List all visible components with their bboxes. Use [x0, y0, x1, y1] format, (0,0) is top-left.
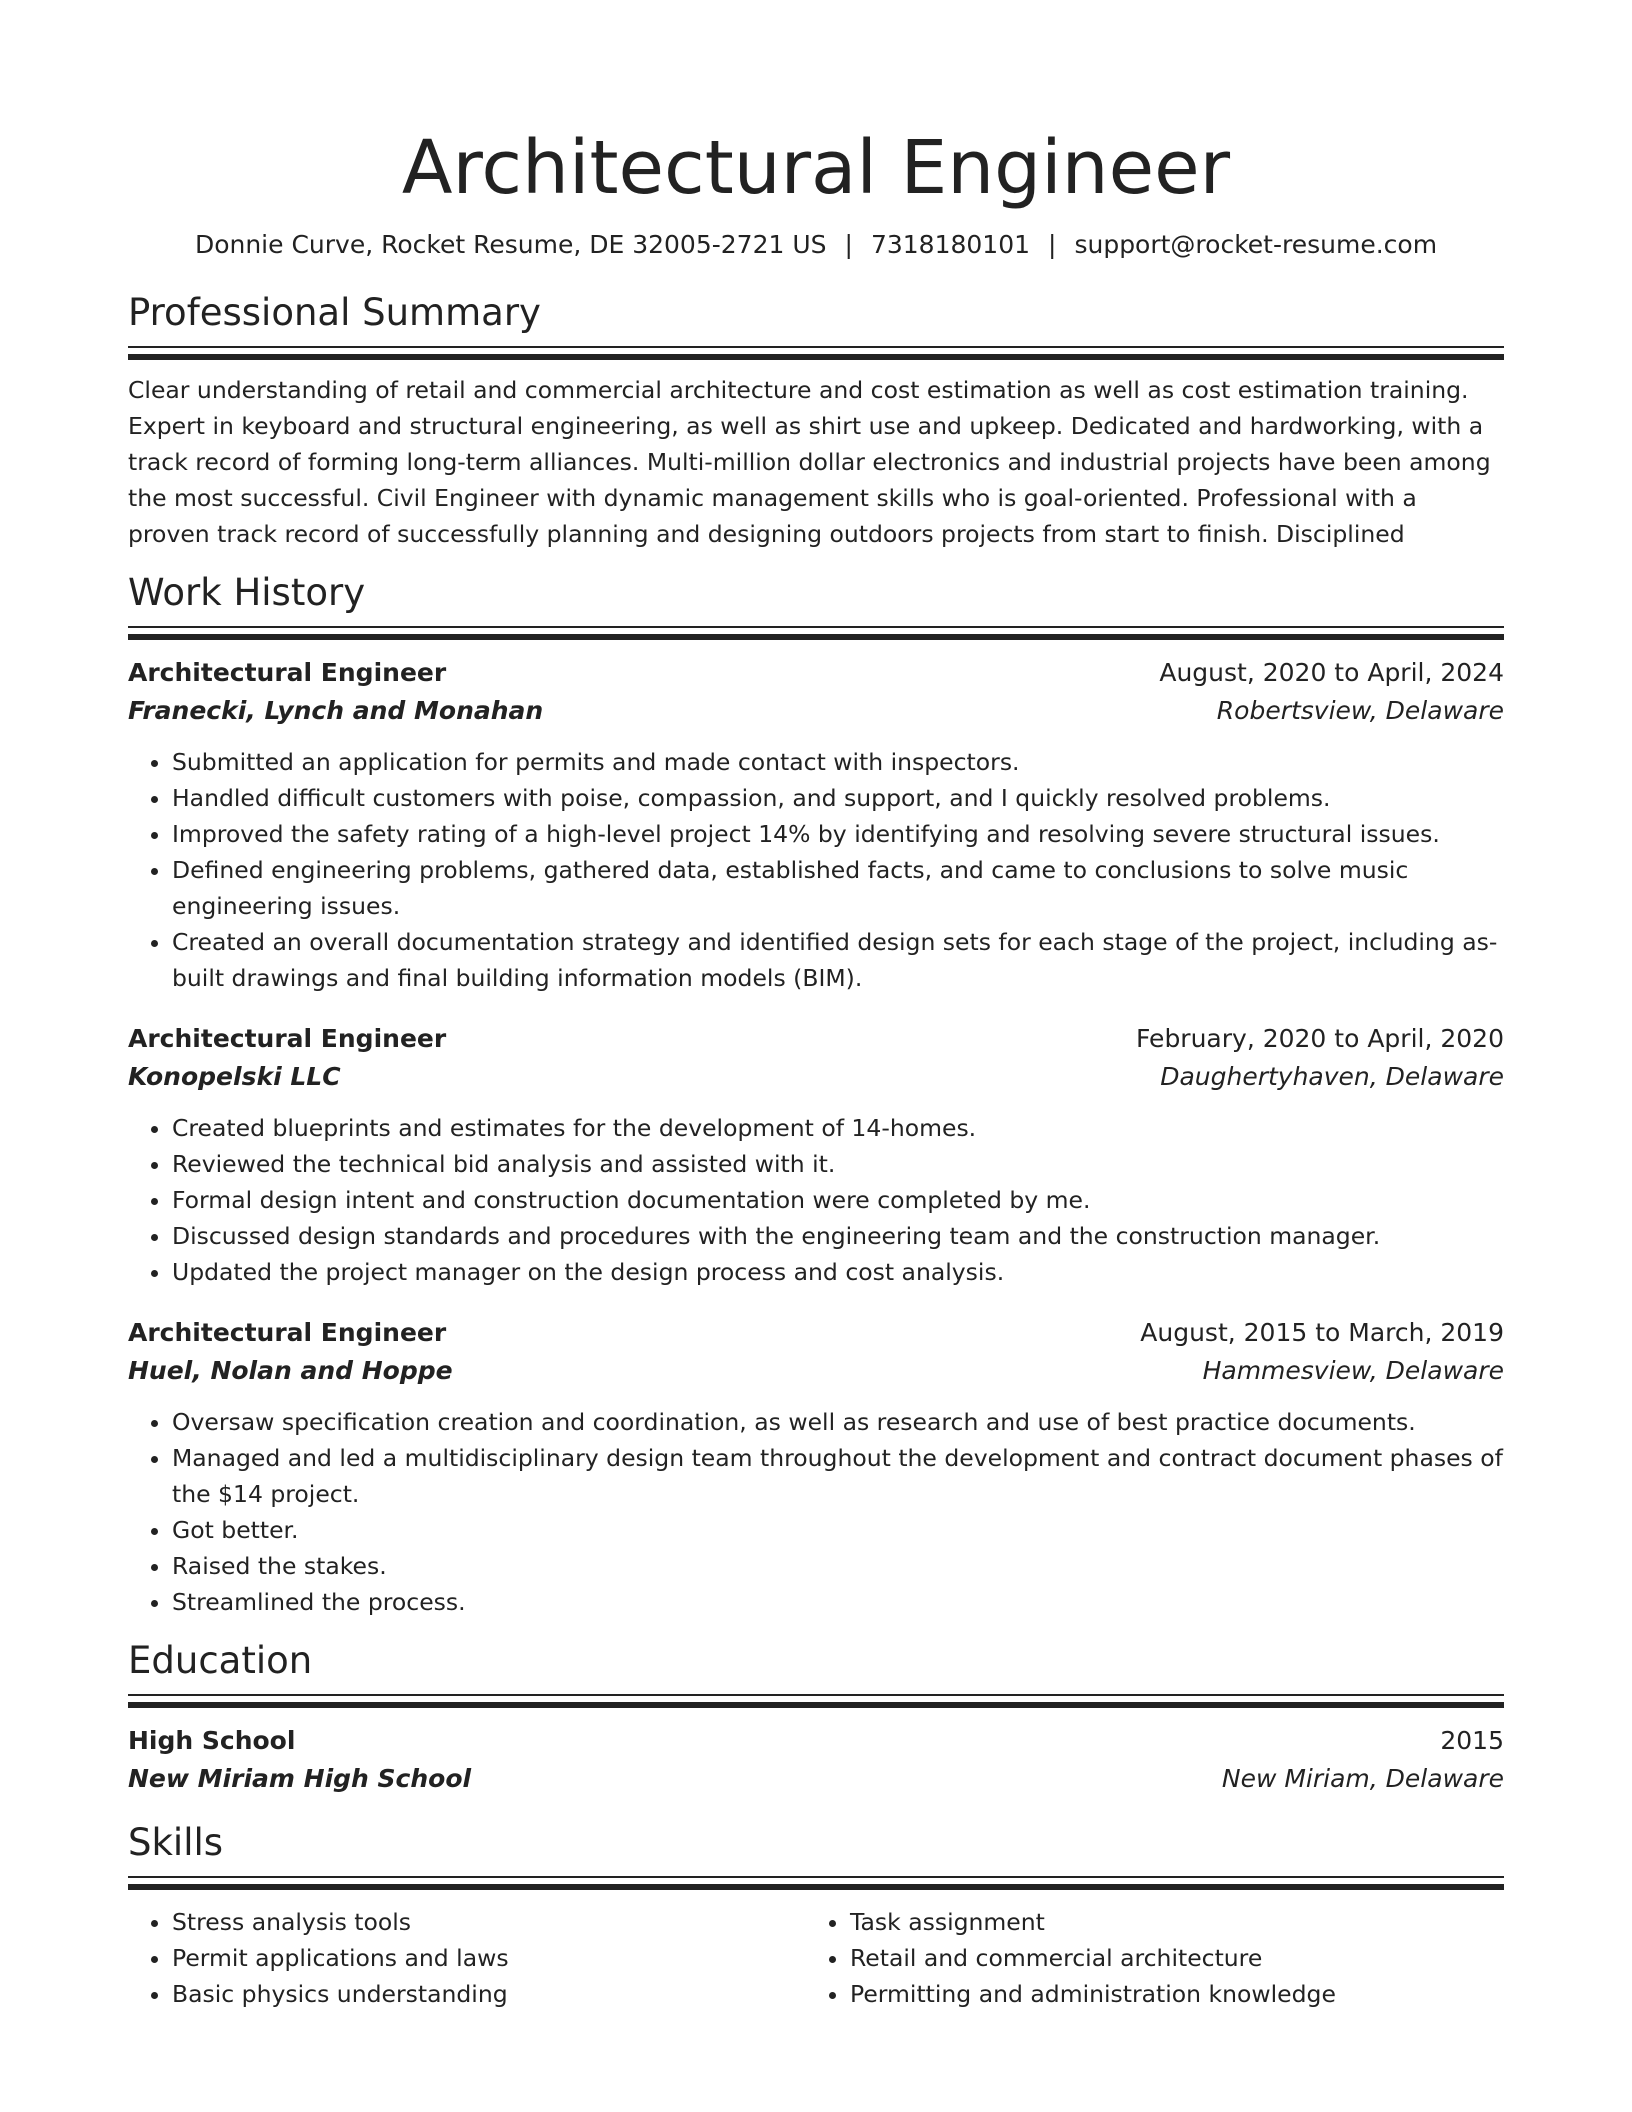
job-bullet: • Submitted an application for permits and made contact with inspectors.: [172, 744, 1504, 780]
skill-item: • Permit applications and laws: [172, 1940, 806, 1976]
job-entry: [128, 654, 1504, 996]
summary-section: [128, 290, 1504, 552]
education-degree: High School: [128, 1726, 296, 1755]
job-title: Architectural Engineer: [128, 658, 447, 687]
contact-line: [128, 228, 1504, 262]
education-year: 2015: [1440, 1726, 1504, 1755]
job-company: Konopelski LLC: [128, 1062, 341, 1091]
job-bullet: • Formal design intent and construction documentation were completed by me.: [172, 1182, 1504, 1218]
job-bullet: • Discussed design standards and procedures with the engineering team and the construction manager.: [172, 1218, 1504, 1254]
skills-section: [128, 1820, 1504, 2012]
job-bullet: • Created blueprints and estimates for the development of 14-homes.: [172, 1110, 1504, 1146]
job-location: Hammesview, Delaware: [1202, 1356, 1504, 1385]
job-bullet: • Reviewed the technical bid analysis and assisted with it.: [172, 1146, 1504, 1182]
skills-column-left: [128, 1890, 806, 2012]
skills-column-right: [806, 1890, 1484, 2012]
job-bullet: • Updated the project manager on the design process and cost analysis.: [172, 1254, 1504, 1290]
job-bullet-list: [128, 744, 1504, 996]
skills-list-left: [128, 1904, 806, 2012]
section-divider-thin: [128, 1694, 1504, 1696]
skills-section-title: Skills: [128, 1821, 224, 1864]
education-entry: [128, 1722, 1504, 1798]
job-company: Franecki, Lynch and Monahan: [128, 696, 544, 725]
job-bullet: • Got better.: [172, 1512, 1504, 1548]
skills-columns: [128, 1890, 1504, 2012]
work-history-section-title: Work History: [128, 571, 366, 614]
section-divider-thick: [128, 354, 1504, 360]
education-school: New Miriam High School: [128, 1764, 472, 1793]
skill-item: • Stress analysis tools: [172, 1904, 806, 1940]
job-bullet-list: [128, 1404, 1504, 1620]
skills-list-right: [806, 1904, 1484, 2012]
contact-separator: |: [844, 230, 853, 259]
job-dates: February, 2020 to April, 2020: [1136, 1024, 1504, 1053]
job-company: Huel, Nolan and Hoppe: [128, 1356, 453, 1385]
job-title: Architectural Engineer: [128, 1318, 447, 1347]
job-title: Architectural Engineer: [128, 1024, 447, 1053]
resume-page: [128, 0, 1504, 2012]
job-dates: August, 2015 to March, 2019: [1140, 1318, 1504, 1347]
education-location: New Miriam, Delaware: [1221, 1764, 1504, 1793]
job-bullet: • Raised the stakes.: [172, 1548, 1504, 1584]
section-divider-thin: [128, 1876, 1504, 1878]
job-bullet: • Defined engineering problems, gathered data, established facts, and came to conclusions to solve music engineering issues.: [172, 852, 1504, 924]
job-bullet: • Created an overall documentation strategy and identified design sets for each stage of the project, including as-built drawings and final building information models (BIM).: [172, 924, 1504, 996]
section-divider-thick: [128, 1702, 1504, 1708]
job-location: Daughertyhaven, Delaware: [1160, 1062, 1504, 1091]
summary-section-title: Professional Summary: [128, 291, 541, 334]
job-location: Robertsview, Delaware: [1216, 696, 1504, 725]
education-section-title: Education: [128, 1639, 313, 1682]
section-divider-thin: [128, 626, 1504, 628]
summary-text: Clear understanding of retail and commercial architecture and cost estimation as well as cost estimation training. Expert in keyboard and structural engineering, as well as shirt use and upkeep. Dedicated and hardworking, with a track record of forming long-term alliances. Multi-million dollar electronics and industrial projects have been among the most successful. Civil Engineer with dynamic management skills who is goal-oriented. Professional with a proven track record of successfully planning and designing outdoors projects from start to finish. Disciplined: [128, 376, 1491, 548]
education-section: [128, 1638, 1504, 1798]
job-bullet: • Oversaw specification creation and coordination, as well as research and use of best practice documents.: [172, 1404, 1504, 1440]
contact-phone: 7318180101: [870, 230, 1031, 259]
resume-name-heading: Architectural Engineer: [401, 125, 1231, 211]
contact-separator: |: [1048, 230, 1057, 259]
section-divider-thin: [128, 346, 1504, 348]
job-bullet-list: [128, 1110, 1504, 1290]
job-bullet: • Handled difficult customers with poise, compassion, and support, and I quickly resolved problems.: [172, 780, 1504, 816]
contact-address: Donnie Curve, Rocket Resume, DE 32005-2721 US: [194, 230, 827, 259]
job-entry: [128, 1020, 1504, 1290]
skill-item: • Basic physics understanding: [172, 1976, 806, 2012]
job-entry: [128, 1314, 1504, 1620]
section-divider-thick: [128, 634, 1504, 640]
job-bullet: • Streamlined the process.: [172, 1584, 1504, 1620]
contact-email: support@rocket-resume.com: [1074, 230, 1438, 259]
job-bullet: • Managed and led a multidisciplinary design team throughout the development and contract document phases of the $14 project.: [172, 1440, 1504, 1512]
skill-item: • Retail and commercial architecture: [850, 1940, 1484, 1976]
skill-item: • Task assignment: [850, 1904, 1484, 1940]
skill-item: • Permitting and administration knowledge: [850, 1976, 1484, 2012]
job-bullet: • Improved the safety rating of a high-level project 14% by identifying and resolving severe structural issues.: [172, 816, 1504, 852]
job-dates: August, 2020 to April, 2024: [1159, 658, 1504, 687]
work-history-section: [128, 570, 1504, 1620]
